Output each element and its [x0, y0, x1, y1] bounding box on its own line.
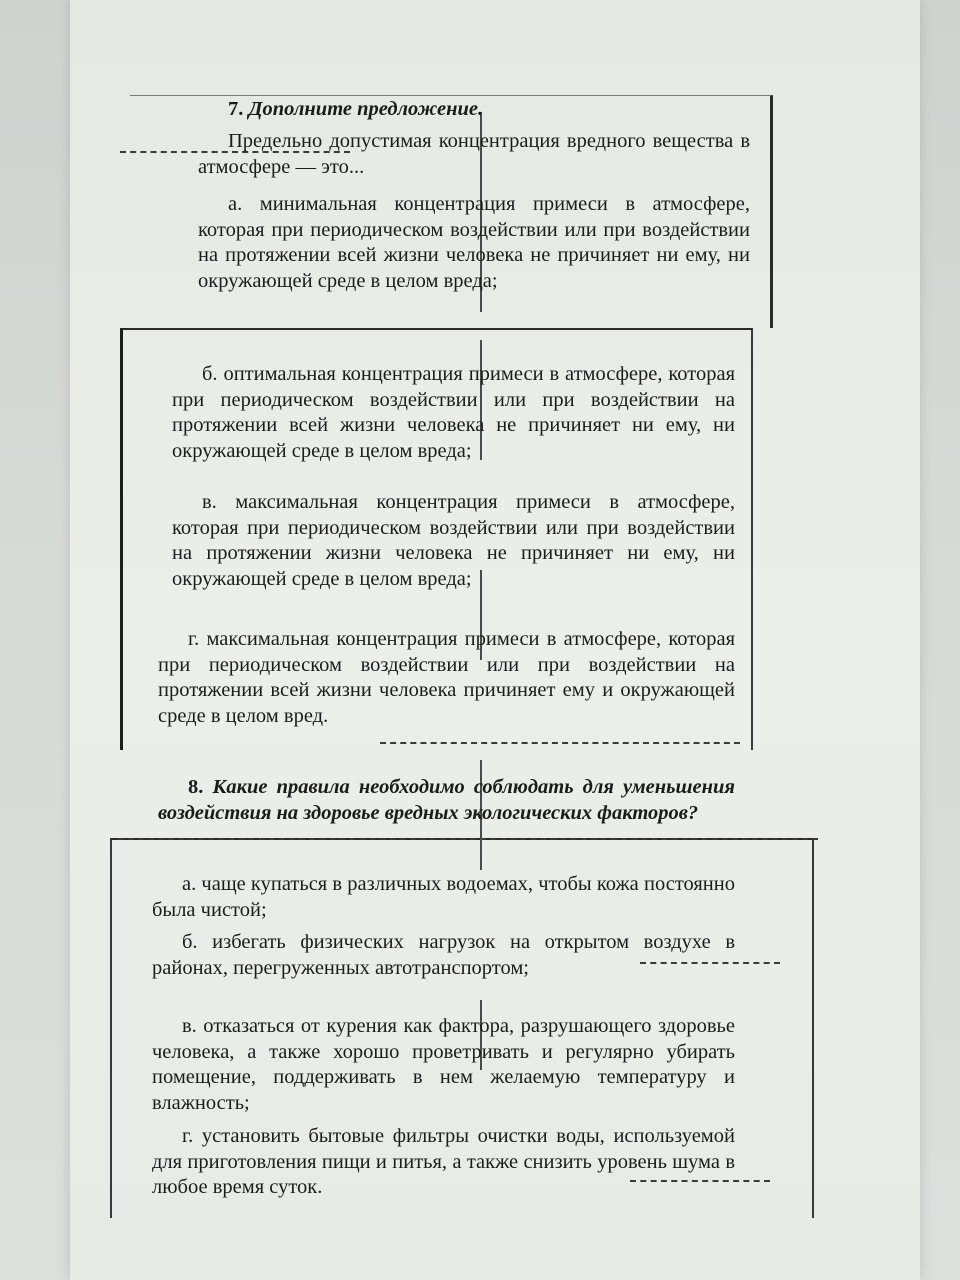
question-7-option-a: а. минимальная концентрация примеси в атмосфере, которая при периодическом воздействии или при воздействии на протяжении всей жизни человека не причиняет ни ему, ни окружающей среде в целом вреда; [198, 193, 750, 292]
question-8-prompt: Какие правила необходимо соблюдать для уменьшения воздействия на здоровье вредных экологических факторов? [158, 776, 735, 824]
question-8-number: 8. [188, 776, 204, 798]
question-7-option-d: г. максимальная концентрация примеси в атмосфере, которая при периодическом воздействии или при воздействии на протяжении всей жизни человека причиняет ему и окружающей среде в целом вред. [158, 628, 735, 727]
question-8-option-b: б. избегать физических нагрузок на открытом воздухе в районах, перегруженных автотранспортом; [152, 931, 735, 979]
cut-line [118, 838, 818, 840]
question-7-heading [228, 97, 748, 123]
question-7-option-b: б. оптимальная концентрация примеси в атмосфере, которая при периодическом воздействии или при воздействии на протяжении всей жизни человека не причиняет ни ему, ни окружающей среде в целом вреда; [172, 363, 735, 462]
cut-line [380, 742, 740, 744]
question-8-option-c: в. отказаться от курения как фактора, разрушающего здоровье человека, а также хорошо проветривать и регулярно убирать помещение, поддерживать в нем желаемую температуру и влажность; [152, 1015, 735, 1114]
question-7-number: 7. [228, 98, 244, 120]
question-7-prompt: Дополните предложение. [248, 98, 484, 120]
question-7-stem: Предельно допустимая концентрация вредного вещества в атмосфере — это... [198, 130, 750, 178]
question-8-option-d: г. установить бытовые фильтры очистки воды, используемой для приготовления пищи и питья, а также снизить уровень шума в любое время суток. [152, 1125, 735, 1199]
question-8-option-a: а. чаще купаться в различных водоемах, чтобы кожа постоянно была чистой; [152, 873, 735, 921]
question-7-option-c: в. максимальная концентрация примеси в атмосфере, которая при периодическом воздействии или при воздействии на протяжении жизни человека не причиняет ни ему, ни окружающей среде в целом вреда; [172, 491, 735, 590]
question-8-heading [158, 775, 735, 826]
